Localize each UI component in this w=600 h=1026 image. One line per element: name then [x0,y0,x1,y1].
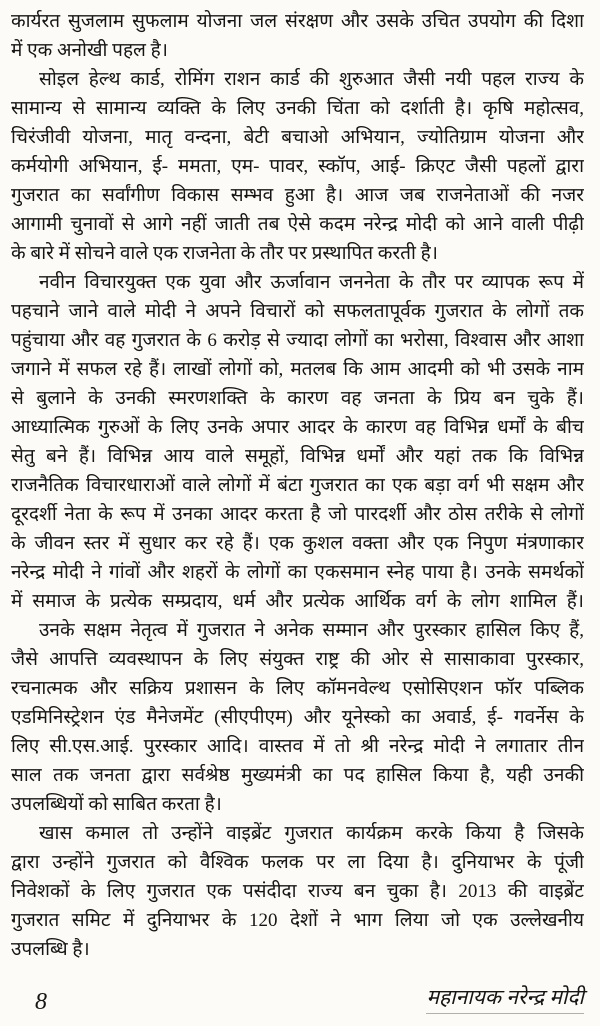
text-line: एडमिनिस्ट्रेशन एंड मैनेजमेंट (सीएपीएम) और यूनेस्को का अवार्ड, ई- गवर्नेस के [11,707,584,728]
page-number: 8 [35,989,47,1015]
text-line: पहचाने जाने वाले मोदी ने अपने विचारों को सफलतापूर्वक गुजरात के लोगों तक [11,301,584,322]
text-line: के जीवन स्तर में सुधार कर रहे हैं। एक कुशल वक्ता और एक निपुण मंत्रणाकार [11,533,584,554]
text-line: सेतु बने हैं। विभिन्न आय वाले समूहों, विभिन्न धर्मों और यहां तक कि विभिन्न [11,446,584,467]
text-line: गुजरात का सर्वांगीण विकास सम्भव हुआ है। आज जब राजनेताओं की नजर [11,185,584,206]
text-line: द्वारा उन्होंने गुजरात को वैश्विक फलक पर ला दिया है। दुनियाभर के पूंजी [11,852,584,873]
page-footer [11,985,584,1014]
text-line: उपलब्धि है। [11,939,90,960]
text-line: खास कमाल तो उन्होंने वाइब्रेंट गुजरात कार्यक्रम करके किया है जिसके [39,823,584,844]
text-line: साल तक जनता द्वारा सर्वश्रेष्ठ मुख्यमंत्री का पद हासिल किया है, यही उनकी [11,765,584,786]
text-line: में एक अनोखी पहल है। [11,40,168,61]
text-line: आगामी चुनावों से आगे नहीं जाती तब ऐसे कदम नरेन्द्र मोदी को आने वाली पीढ़ी [11,214,584,235]
text-line: सोइल हेल्थ कार्ड, रोमिंग राशन कार्ड की शुरुआत जैसी नयी पहल राज्य के [39,69,584,90]
text-line: लिए सी.एस.आई. पुरस्कार आदि। वास्तव में तो श्री नरेन्द्र मोदी ने लगातार तीन [11,736,584,757]
text-line: कर्मयोगी अभियान, ई- ममता, एम- पावर, स्कॉप, आई- क्रिएट जैसी पहलों द्वारा [11,156,584,177]
text-line: राजनैतिक विचारधाराओं वाले लोगों में बंटा गुजरात का एक बड़ा वर्ग भी सक्षम और [11,475,584,496]
text-line: निवेशकों के लिए गुजरात एक पसंदीदा राज्य बन चुका है। 2013 की वाइब्रेंट [11,881,584,902]
text-line: दूरदर्शी नेता के रूप में उनका आदर करता है जो पारदर्शी और ठोस तरीके से लोगों [11,504,584,525]
text-block [11,7,584,964]
text-line: आध्यात्मिक गुरुओं के लिए उनके अपार आदर के कारण वह विभिन्न धर्मों के बीच [11,417,584,438]
text-line: के बारे में सोचने वाले एक राजनेता के तौर पर प्रस्थापित करती है। [11,243,438,264]
text-line: नरेन्द्र मोदी ने गांवों और शहरों के लोगों का एकसमान स्नेह पाया है। उनके समर्थकों [11,562,584,583]
running-title: महानायक नरेन्द्र मोदी [426,985,584,1014]
text-line: से बुलाने के उनकी स्मरणशक्ति के कारण वह जनता के प्रिय बन चुके हैं। [11,388,584,409]
text-line: नवीन विचारयुक्त एक युवा और ऊर्जावान जननेता के तौर पर व्यापक रूप में [39,272,584,293]
text-line: जैसे आपत्ति व्यवस्थापन के लिए संयुक्त राष्ट्र की ओर से सासाकावा पुरस्कार, [11,649,584,670]
text-line: कार्यरत सुजलाम सुफलाम योजना जल संरक्षण और उसके उचित उपयोग की दिशा [11,11,584,32]
text-line: गुजरात समिट में दुनियाभर के 120 देशों ने भाग लिया जो एक उल्लेखनीय [11,910,584,931]
text-line: उपलब्धियों को साबित करता है। [11,794,222,815]
text-line: रचनात्मक और सक्रिय प्रशासन के लिए कॉमनवेल्थ एसोसिएशन फॉर पब्लिक [11,678,584,699]
text-line: उनके सक्षम नेतृत्व में गुजरात ने अनेक सम्मान और पुरस्कार हासिल किए हैं, [39,620,584,641]
text-line: सामान्य से सामान्य व्यक्ति के लिए उनकी चिंता को दर्शाती है। कृषि महोत्सव, [11,98,584,119]
text-line: पहुंचाया और वह गुजरात के 6 करोड़ से ज्यादा लोगों का भरोसा, विश्वास और आशा [11,330,584,351]
text-line: में समाज के प्रत्येक सम्प्रदाय, धर्म और प्रत्येक आर्थिक वर्ग के लोग शामिल हैं। [11,591,584,612]
text-line: जगाने में सफल रहे हैं। लाखों लोगों को, मतलब कि आम आदमी को भी उसके नाम [11,359,584,380]
text-line: चिरंजीवी योजना, मातृ वन्दना, बेटी बचाओ अभियान, ज्योतिग्राम योजना और [11,127,584,148]
